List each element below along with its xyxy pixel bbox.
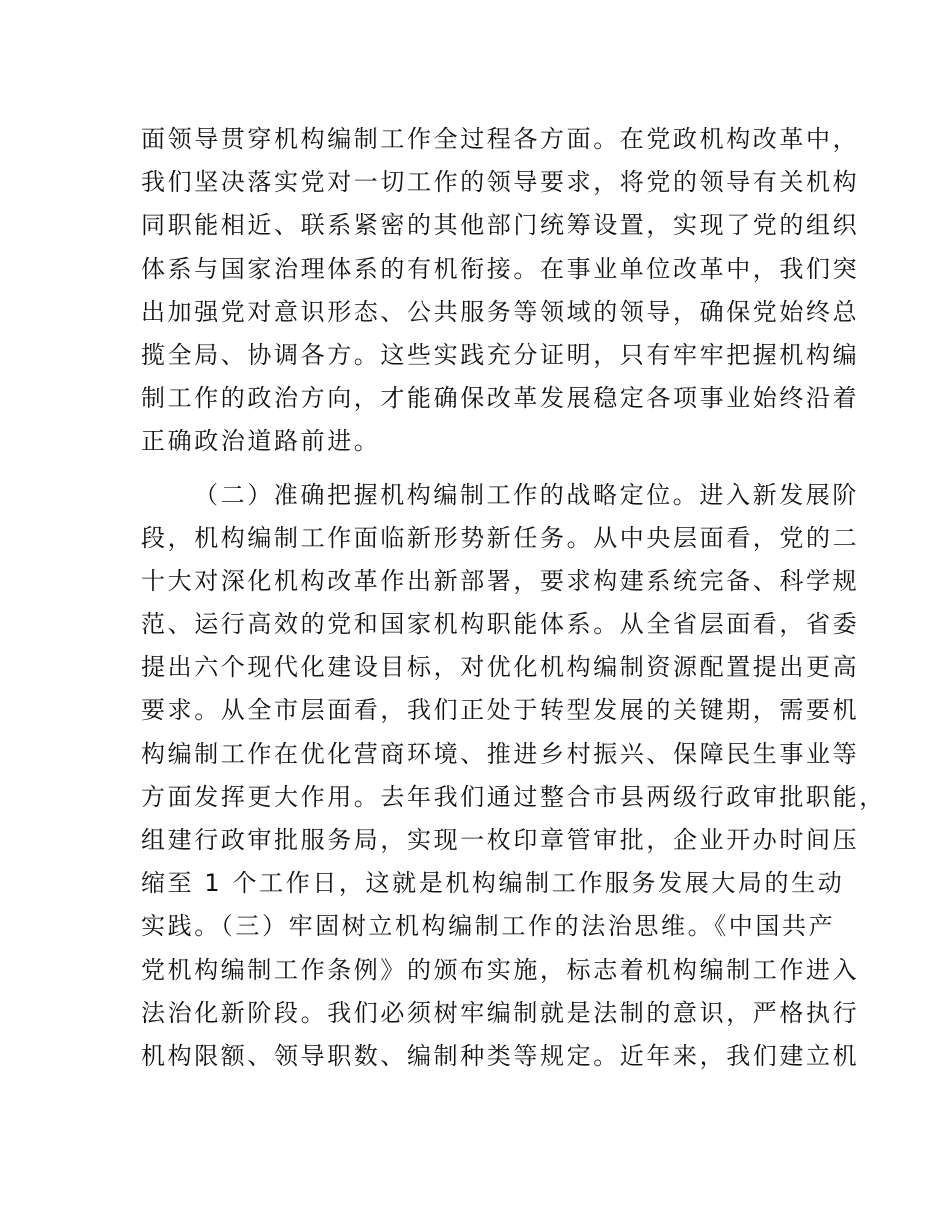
text-line: 提出六个现代化建设目标，对优化机构编制资源配置提出更高 (141, 653, 860, 682)
text-line: 方面发挥更大作用。去年我们通过整合市县两级行政审批职能， (141, 782, 886, 811)
text-line: 党机构编制工作条例》的颁布实施，标志着机构编制工作进入 (141, 955, 860, 984)
text-line: 缩至 1 个工作日，这就是机构编制工作服务发展大局的生动 (141, 869, 845, 898)
text-line: 实践。（三）牢固树立机构编制工作的法治思维。《中国共产 (141, 912, 836, 941)
text-line: 范、运行高效的党和国家机构职能体系。从全省层面看，省委 (141, 610, 860, 639)
text-line: 体系与国家治理体系的有机衔接。在事业单位改革中，我们突 (141, 254, 860, 283)
paragraph-party-leadership (141, 118, 860, 464)
text-line: 组建行政审批服务局，实现一枚印章管审批，企业开办时间压 (141, 826, 860, 854)
text-line: 段，机构编制工作面临新形势新任务。从中央层面看，党的二 (141, 523, 860, 552)
text-line: 同职能相近、联系紧密的其他部门统筹设置，实现了党的组织 (141, 211, 860, 240)
text-line: 机构限额、领导职数、编制种类等规定。近年来，我们建立机 (141, 1041, 860, 1070)
text-line: 揽全局、协调各方。这些实践充分证明，只有牢牢把握机构编 (141, 340, 860, 369)
text-line: 正确政治道路前进。 (141, 427, 381, 456)
text-line: 出加强党对意识形态、公共服务等领域的领导，确保党始终总 (141, 297, 860, 326)
document-body (141, 118, 886, 1078)
text-line: 我们坚决落实党对一切工作的领导要求，将党的领导有关机构 (141, 168, 860, 197)
text-line: 十大对深化机构改革作出新部署，要求构建系统完备、科学规 (141, 566, 860, 595)
text-line: 法治化新阶段。我们必须树牢编制就是法制的意识，严格执行 (141, 998, 860, 1027)
text-line: 构编制工作在优化营商环境、推进乡村振兴、保障民生事业等 (141, 739, 860, 768)
text-line: 面领导贯穿机构编制工作全过程各方面。在党政机构改革中， (141, 125, 860, 153)
section-heading-line: （二）准确把握机构编制工作的战略定位。进入新发展阶 (194, 480, 859, 509)
text-line: 制工作的政治方向，才能确保改革发展稳定各项事业始终沿着 (141, 384, 860, 413)
text-line: 要求。从全市层面看，我们正处于转型发展的关键期，需要机 (141, 696, 860, 725)
paragraph-strategic-positioning (141, 474, 886, 1079)
